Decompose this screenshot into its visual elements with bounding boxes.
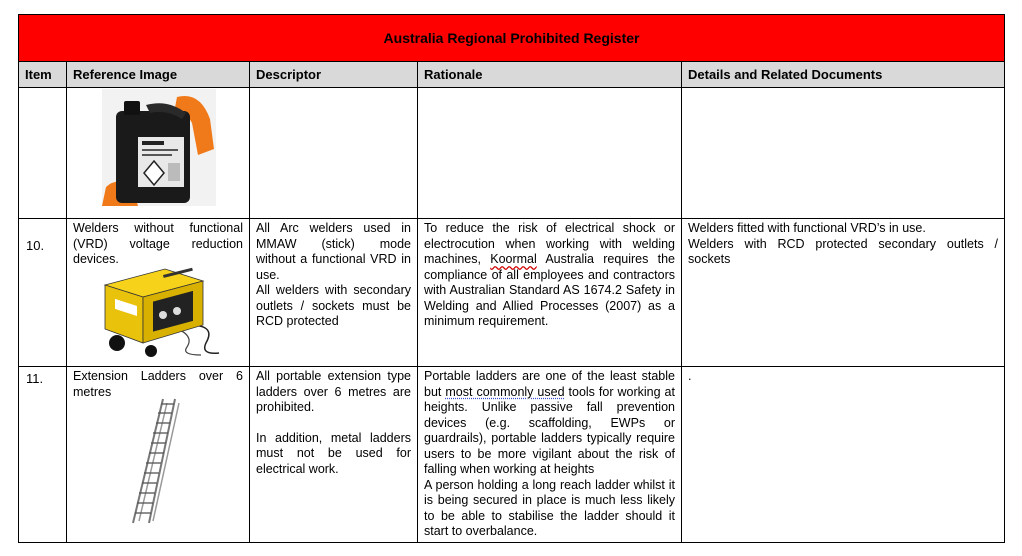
descriptor-text: All welders with secondary outlets / sockets must be RCD protected xyxy=(256,283,411,328)
reference-cell xyxy=(67,88,250,218)
header-details: Details and Related Documents xyxy=(688,67,883,82)
details-cell xyxy=(682,367,1004,542)
table-title-row xyxy=(19,15,1004,62)
welder-image xyxy=(103,265,223,357)
header-reference-image: Reference Image xyxy=(67,62,250,87)
header-rationale: Rationale xyxy=(418,62,682,87)
details-cell xyxy=(682,88,1004,218)
header-descriptor: Descriptor xyxy=(250,62,418,87)
table-row xyxy=(19,219,1004,367)
table-title: Australia Regional Prohibited Register xyxy=(383,30,640,46)
rationale-cell xyxy=(418,88,682,218)
rationale-text: Portable ladders are one of the least stable but most commonly used tools for working at heights. Unlike passive fall prevention devices (e.g. scaffolding, EWPs or guardrails), portable ladders typically require users to be more vigilant about the risk of falling when working at heights xyxy=(424,369,675,476)
details-text: . xyxy=(688,369,692,383)
item-cell xyxy=(19,88,67,218)
descriptor-cell xyxy=(250,88,418,218)
reference-cell xyxy=(67,367,250,542)
details-text: Welders fitted with functional VRD’s in use. xyxy=(688,221,926,235)
descriptor-text: In addition, metal ladders must not be used for electrical work. xyxy=(256,430,411,476)
rationale-cell xyxy=(418,367,682,542)
item-number: 10. xyxy=(26,238,45,253)
descriptor-cell xyxy=(250,367,418,542)
reference-cell xyxy=(67,219,250,366)
details-text: Welders with RCD protected secondary outlets / sockets xyxy=(688,236,998,266)
table-row xyxy=(19,367,1004,542)
extension-ladder-image xyxy=(129,397,189,525)
table-row xyxy=(19,88,1004,219)
rationale-cell xyxy=(418,219,682,366)
reference-text: Welders without functional (VRD) voltage reduction devices. xyxy=(73,221,243,266)
item-cell xyxy=(19,219,67,366)
chemical-container-image xyxy=(102,89,216,206)
reference-text: Extension Ladders over 6 metres xyxy=(73,369,243,399)
prohibited-register-table xyxy=(18,14,1005,543)
details-cell xyxy=(682,219,1004,366)
descriptor-text: All Arc welders used in MMAW (stick) mode without a functional VRD in use. xyxy=(256,221,411,282)
spelling-flagged-word: Koormal xyxy=(490,252,537,266)
descriptor-text: All portable extension type ladders over 6 metres are prohibited. xyxy=(256,369,411,414)
descriptor-cell xyxy=(250,219,418,366)
rationale-text: To reduce the risk of electrical shock or electrocution when working with welding machines, Koormal Australia requires the compliance of all employees and contractors with Australian Standard AS 1674.2 Safety in Welding and Allied Processes (2007) as a minimum requirement. xyxy=(424,221,675,328)
item-cell xyxy=(19,367,67,542)
rationale-text: A person holding a long reach ladder whilst it is being secured in place is much less likely to be able to stabilise the ladder should it start to overbalance. xyxy=(424,477,675,538)
table-header-row xyxy=(19,62,1004,88)
header-item: Item xyxy=(19,62,67,87)
grammar-flagged-phrase: most commonly used xyxy=(445,384,565,399)
item-number: 11. xyxy=(26,371,44,386)
